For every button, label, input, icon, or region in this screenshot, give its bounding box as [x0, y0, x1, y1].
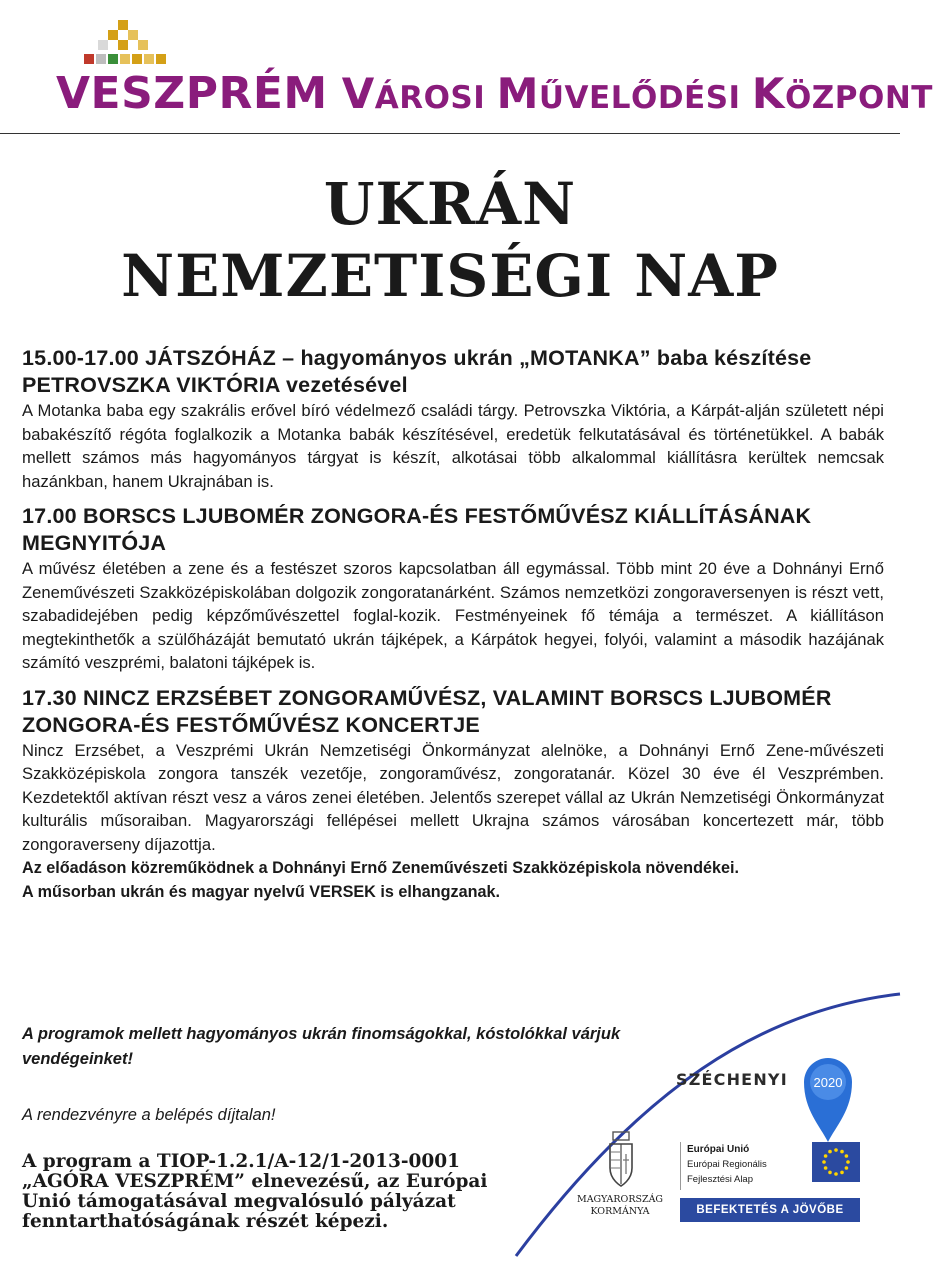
- header-divider: [0, 133, 900, 134]
- szechenyi-label: SZÉCHENYI: [676, 1070, 788, 1089]
- brand-institution: VÁROSI MŰVELŐDÉSI KÖZPONT: [341, 69, 933, 118]
- szechenyi-year: 2020: [813, 1075, 843, 1090]
- page-title: [0, 168, 900, 312]
- brand-city: VESZPRÉM: [56, 68, 328, 119]
- free-entry-note: A rendezvényre a belépés díjtalan!: [22, 1106, 276, 1124]
- section-concert: [22, 685, 884, 905]
- title-line-1: UKRÁN: [323, 170, 577, 238]
- section-exhibition: [22, 503, 884, 675]
- funding-footnote: A program a TIOP-1.2.1/A-12/1-2013-0001 „AGÓRA VESZPRÉM” elnevezésű, az Európai Unió támogatásával megvalósuló pályázat fenntarthatóságának részét képezi.: [22, 1151, 488, 1232]
- eu-flag-icon: [812, 1142, 860, 1182]
- logo-checker-icon: [84, 20, 174, 66]
- section-heading: 17.00 BORSCS LJUBOMÉR ZONGORA-ÉS FESTŐMŰVÉSZ KIÁLLÍTÁSÁNAK MEGNYITÓJA: [22, 504, 812, 555]
- brand-wordmark: [56, 68, 933, 119]
- program-content: [22, 345, 884, 914]
- section-playhouse: [22, 345, 884, 493]
- invest-banner: BEFEKTETÉS A JÖVŐBE: [680, 1198, 860, 1222]
- section-body: Nincz Erzsébet, a Veszprémi Ukrán Nemzetiségi Önkormányzat alelnöke, a Dohnányi Ernő Zene-művészeti Szakközépiskola zongora tanszék vezetője, zongoraművész, zongoratanár. Közel 30 éve él Veszprémben. Kezdetektől aktívan részt vesz a város zenei életében. Jelentős szerepet vállal az Ukrán Nemzetiségi Önkormányzat kulturális műsoraiban. Magyarországi fellépései mellett Ukrajna számos városában koncertezett már, több zongoraverseny díjazottja.: [22, 740, 884, 854]
- title-line-2: NEMZETISÉGI NAP: [121, 242, 779, 310]
- section-heading: 17.30 NINCZ ERZSÉBET ZONGORAMŰVÉSZ, VALAMINT BORSCS LJUBOMÉR ZONGORA-ÉS FESTŐMŰVÉSZ KONCERTJE: [22, 685, 832, 737]
- eu-logo: [680, 1142, 860, 1190]
- kormany-label: MAGYARORSZÁG KORMÁNYA: [576, 1194, 664, 1217]
- szechenyi-pin-icon: [800, 1052, 856, 1144]
- section-body: A művész életében a zene és a festészet szoros kapcsolatban áll egymással. Több mint 20 éve a Dohnányi Ernő Zeneművészeti Szakközépiskolában dolgozik zongoratanárként. Számos nemzetközi zongoraversenyen is részt vett, szabadidejében pedig képzőművészettel foglal-kozik. Festményeinek fő témája a természet. A kiállításon megtekinthetők a szülőházáját bemutató ukrán tájképek, a Kárpátok hegyei, folyói, valamint a második hazájának számító veszprémi, balatoni tájképek is.: [22, 559, 884, 672]
- eu-text: Európai Unió Európai Regionális Fejlesztési Alap: [680, 1142, 811, 1190]
- hungary-coat-of-arms-icon: [603, 1130, 639, 1190]
- section-heading: 15.00-17.00 JÁTSZÓHÁZ – hagyományos ukrán „MOTANKA” baba készítése PETROVSZKA VIKTÓRIA vezetésével: [22, 346, 812, 397]
- poems-note: A műsorban ukrán és magyar nyelvű VERSEK is elhangzanak.: [22, 883, 500, 901]
- performers-note: Az előadáson közreműködnek a Dohnányi Ernő Zeneművészeti Szakközépiskola növendékei.: [22, 859, 739, 877]
- refreshments-note: A programok mellett hagyományos ukrán finomságokkal, kóstolókkal várjuk vendégeinket!: [22, 1025, 621, 1068]
- header: [0, 0, 933, 134]
- section-body: A Motanka baba egy szakrális erővel bíró védelmező családi tárgy. Petrovszka Viktória, a Kárpát-alján született népi babakészítő régóta foglalkozik a Motanka babák készítésével, eredetük felkutatásával és történetükkel. A babák mellett számos más hagyományos tárgyat is készít, alkotásai több alkalommal kiállításra kerültek nemcsak hazánkban, hanem Ukrajnában is.: [22, 401, 884, 491]
